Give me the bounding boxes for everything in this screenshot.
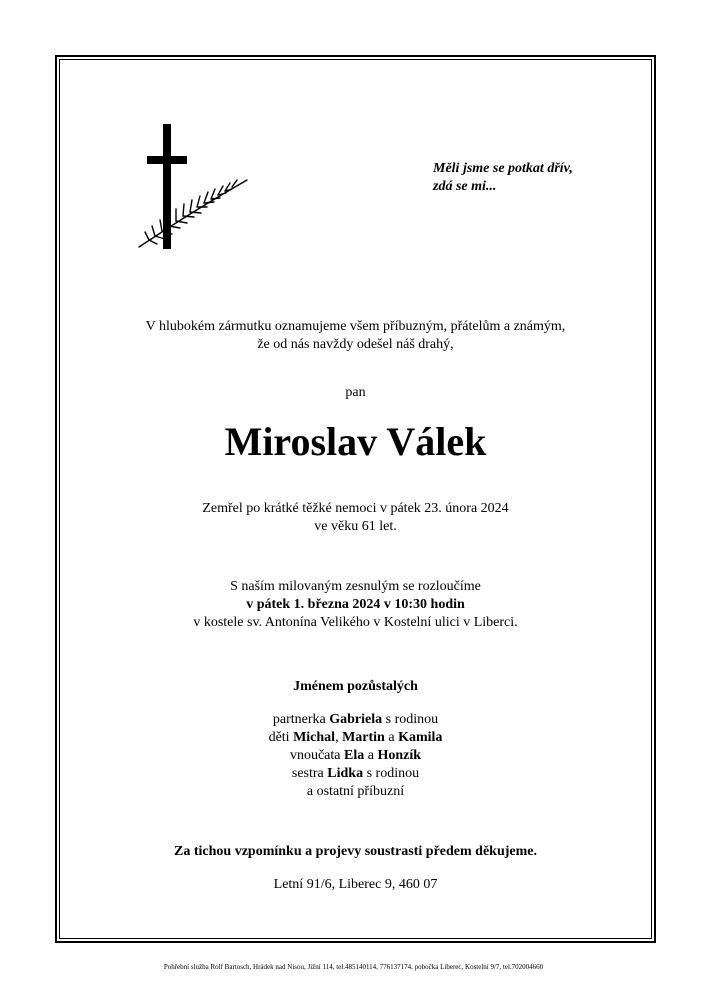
intro-text: [59, 318, 652, 354]
survivor-children: děti Michal, Martin a Kamila: [268, 730, 443, 745]
intro-line-2: že od nás navždy odešel náš drahý,: [257, 337, 454, 352]
farewell-line-1: S naším milovaným zesnulým se rozloučíme: [230, 579, 481, 594]
quote: [433, 160, 573, 196]
farewell-line-3: v kostele sv. Antonína Velikého v Kostelní ulici v Liberci.: [193, 615, 518, 630]
survivor-others: a ostatní příbuzní: [306, 784, 405, 799]
death-info: [59, 500, 652, 536]
quote-line-2: zdá se mi...: [433, 179, 497, 194]
title-word: pan: [345, 385, 366, 400]
intro-line-1: V hlubokém zármutku oznamujeme všem příbuzným, přátelům a známým,: [145, 319, 566, 334]
survivors-heading: Jménem pozůstalých: [293, 679, 418, 694]
survivor-sister: sestra Lidka s rodinou: [291, 766, 420, 781]
footer-funeral-service: Pohřební služba Rolf Bartosch, Hrádek nad Nisou, Jižní 114, tel.485140114, 776137174, pobočka Liberec, Kostelní 9/7, tel.702004660: [163, 963, 544, 971]
death-line-1: Zemřel po krátké těžké nemoci v pátek 23. února 2024: [202, 501, 509, 516]
survivors-list: [59, 711, 652, 801]
thanks-text: Za tichou vzpomínku a projevy soustrasti předem děkujeme.: [174, 844, 537, 859]
survivor-partner: partnerka Gabriela s rodinou: [272, 712, 439, 727]
survivor-grandchildren: vnoučata Ela a Honzík: [289, 748, 422, 763]
deceased-name: Miroslav Válek: [224, 419, 487, 464]
cross-with-palm-icon: [135, 120, 255, 255]
farewell-info: [59, 578, 652, 632]
quote-line-1: Měli jsme se potkat dřív,: [433, 161, 573, 176]
farewell-line-2: v pátek 1. března 2024 v 10:30 hodin: [246, 597, 465, 612]
death-line-2: ve věku 61 let.: [314, 519, 397, 534]
address-text: Letní 91/6, Liberec 9, 460 07: [273, 877, 438, 892]
